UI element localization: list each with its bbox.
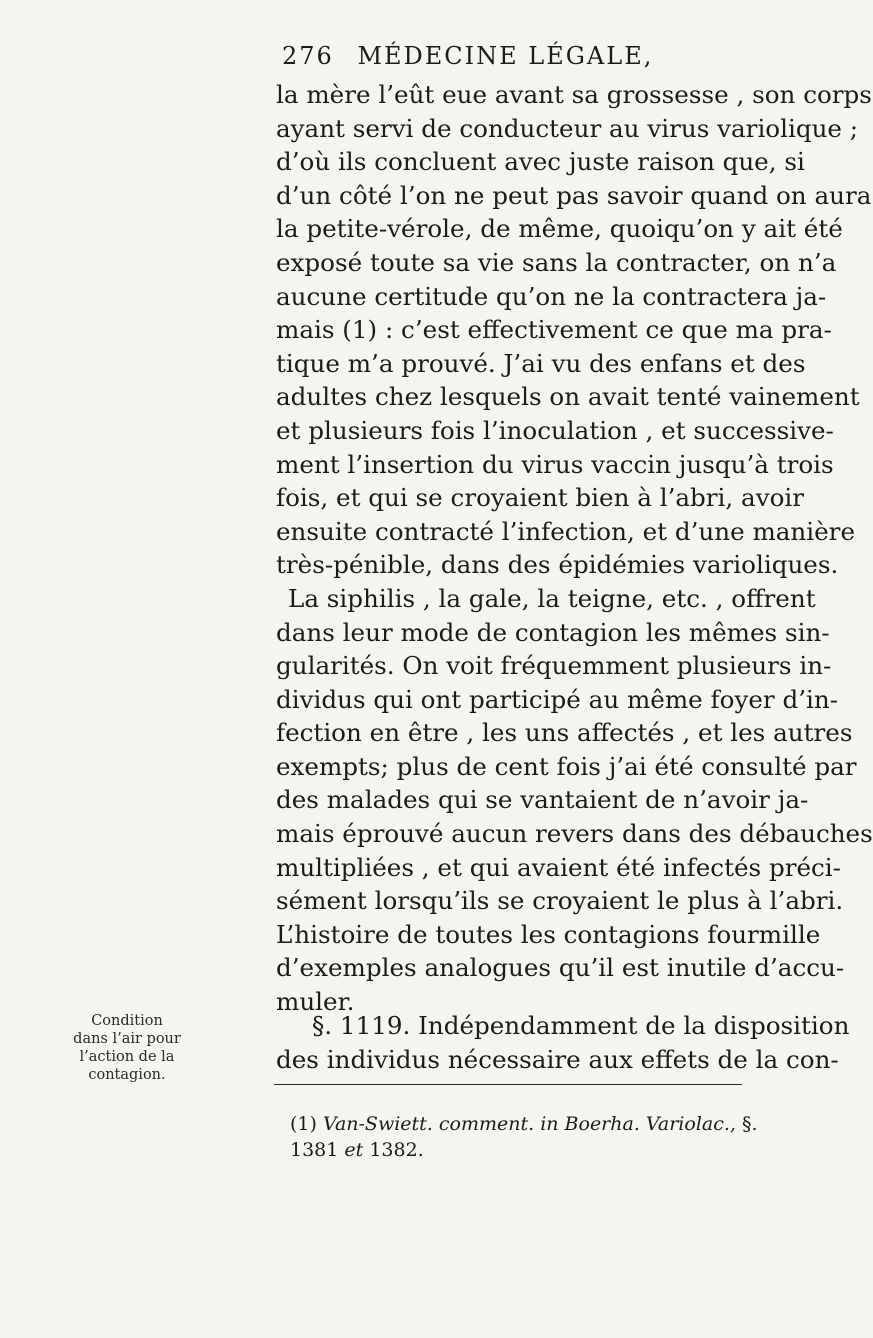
- body-line: la mère l’eût eue avant sa grossesse , son corps: [276, 80, 872, 109]
- body-line: exempts; plus de cent fois j’ai été consulté par: [276, 751, 857, 781]
- body-line: ayant servi de conducteur au virus variolique ;: [276, 113, 859, 143]
- body-line: tique m’a prouvé. J’ai vu des enfans et des: [276, 348, 806, 378]
- body-line: des malades qui se vantaient de n’avoir ja-: [276, 785, 809, 815]
- body-line: fection en être , les uns affectés , et les autres: [276, 718, 853, 748]
- margin-note-line: Condition: [91, 1013, 163, 1029]
- body-line: aucune certitude qu’on ne la contractera ja-: [276, 281, 827, 311]
- body-line: gularités. On voit fréquemment plusieurs in-: [276, 651, 832, 681]
- section-1119-paragraph: [276, 1009, 850, 1076]
- body-line: et plusieurs fois l’inoculation , et successive-: [276, 415, 834, 445]
- margin-note-line: contagion.: [88, 1067, 166, 1083]
- body-line: mais éprouvé aucun revers dans des débauches: [276, 819, 873, 849]
- footnote-et: et: [344, 1139, 364, 1161]
- body-line: dividus qui ont participé au même foyer d’in-: [276, 684, 839, 714]
- footnote-line-2: [290, 1137, 750, 1163]
- body-line: ensuite contracté l’infection, et d’une manière: [276, 516, 855, 546]
- body-line: adultes chez lesquels on avait tenté vainement: [276, 382, 860, 412]
- footnote-section-sign: §.: [742, 1113, 758, 1135]
- footnote-reference: Van-Swiett. comment. in Boerha. Variolac.,: [322, 1113, 736, 1135]
- body-line: La siphilis , la gale, la teigne, etc. , offrent: [288, 583, 816, 613]
- body-line: sément lorsqu’ils se croyaient le plus à l’abri.: [276, 886, 844, 916]
- running-header: [282, 42, 653, 70]
- footnote-number-a: 1381: [290, 1139, 339, 1161]
- body-line: d’un côté l’on ne peut pas savoir quand on aura: [276, 180, 872, 210]
- body-line: très-pénible, dans des épidémies varioliques.: [276, 550, 839, 580]
- body-line: L’histoire de toutes les contagions fourmille: [276, 919, 821, 949]
- body-line: exposé toute sa vie sans la contracter, on n’a: [276, 247, 837, 277]
- footnote: [290, 1111, 758, 1163]
- footnote-line-1: [290, 1111, 758, 1137]
- margin-note-line: dans l’air pour: [73, 1031, 181, 1047]
- body-line: d’où ils concluent avec juste raison que, si: [276, 147, 805, 177]
- body-line: d’exemples analogues qu’il est inutile d’accu-: [276, 953, 845, 983]
- body-line: mais (1) : c’est effectivement ce que ma pra-: [276, 315, 832, 345]
- body-line: ment l’insertion du virus vaccin jusqu’à trois: [276, 449, 834, 479]
- footnote-number-b: 1382.: [369, 1139, 424, 1161]
- body-line: multipliées , et qui avaient été infectés préci-: [276, 852, 841, 882]
- margin-note: [28, 1012, 226, 1084]
- body-line: la petite-vérole, de même, quoiqu’on y ait été: [276, 214, 843, 244]
- body-line: dans leur mode de contagion les mêmes sin-: [276, 617, 830, 647]
- margin-note-line: l’action de la: [79, 1049, 175, 1065]
- section-line: des individus nécessaire aux effets de la con-: [276, 1044, 839, 1074]
- footnote-separator: [274, 1084, 742, 1085]
- section-line: §. 1119. Indépendamment de la disposition: [312, 1011, 850, 1040]
- page-number: 276: [282, 42, 334, 70]
- running-title: MÉDECINE LÉGALE,: [357, 42, 654, 70]
- footnote-marker: (1): [290, 1113, 317, 1135]
- body-paragraph: [276, 78, 873, 1019]
- body-line: fois, et qui se croyaient bien à l’abri, avoir: [276, 483, 805, 513]
- body-line: muler.: [276, 987, 355, 1017]
